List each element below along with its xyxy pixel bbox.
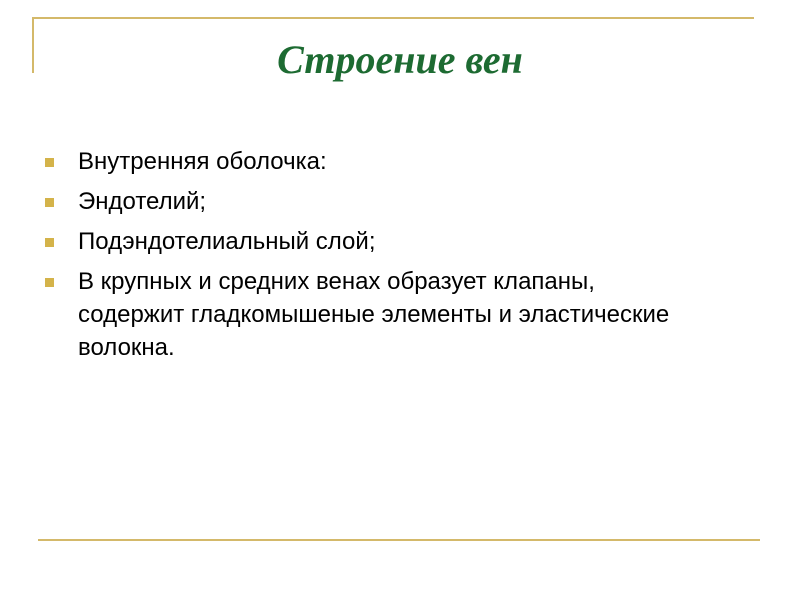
bullet-item <box>44 185 684 218</box>
square-bullet-icon <box>45 158 54 167</box>
bottom-decorative-rule <box>38 539 760 541</box>
top-decorative-rule <box>32 17 754 19</box>
bullet-item <box>44 265 684 364</box>
slide-title: Строение вен <box>277 37 523 82</box>
bullet-text: Внутренняя оболочка: <box>78 148 327 175</box>
square-bullet-icon <box>45 278 54 287</box>
square-bullet-icon <box>45 198 54 207</box>
bullet-item <box>44 225 684 258</box>
bullet-list <box>44 145 684 371</box>
bullet-text: Эндотелий; <box>78 188 207 215</box>
square-bullet-icon <box>45 238 54 247</box>
bullet-item <box>44 145 684 178</box>
bullet-text: В крупных и средних венах образует клапаны, содержит гладкомышеные элементы и эластические волокна. <box>78 268 670 361</box>
bullet-text: Подэндотелиальный слой; <box>78 228 376 255</box>
